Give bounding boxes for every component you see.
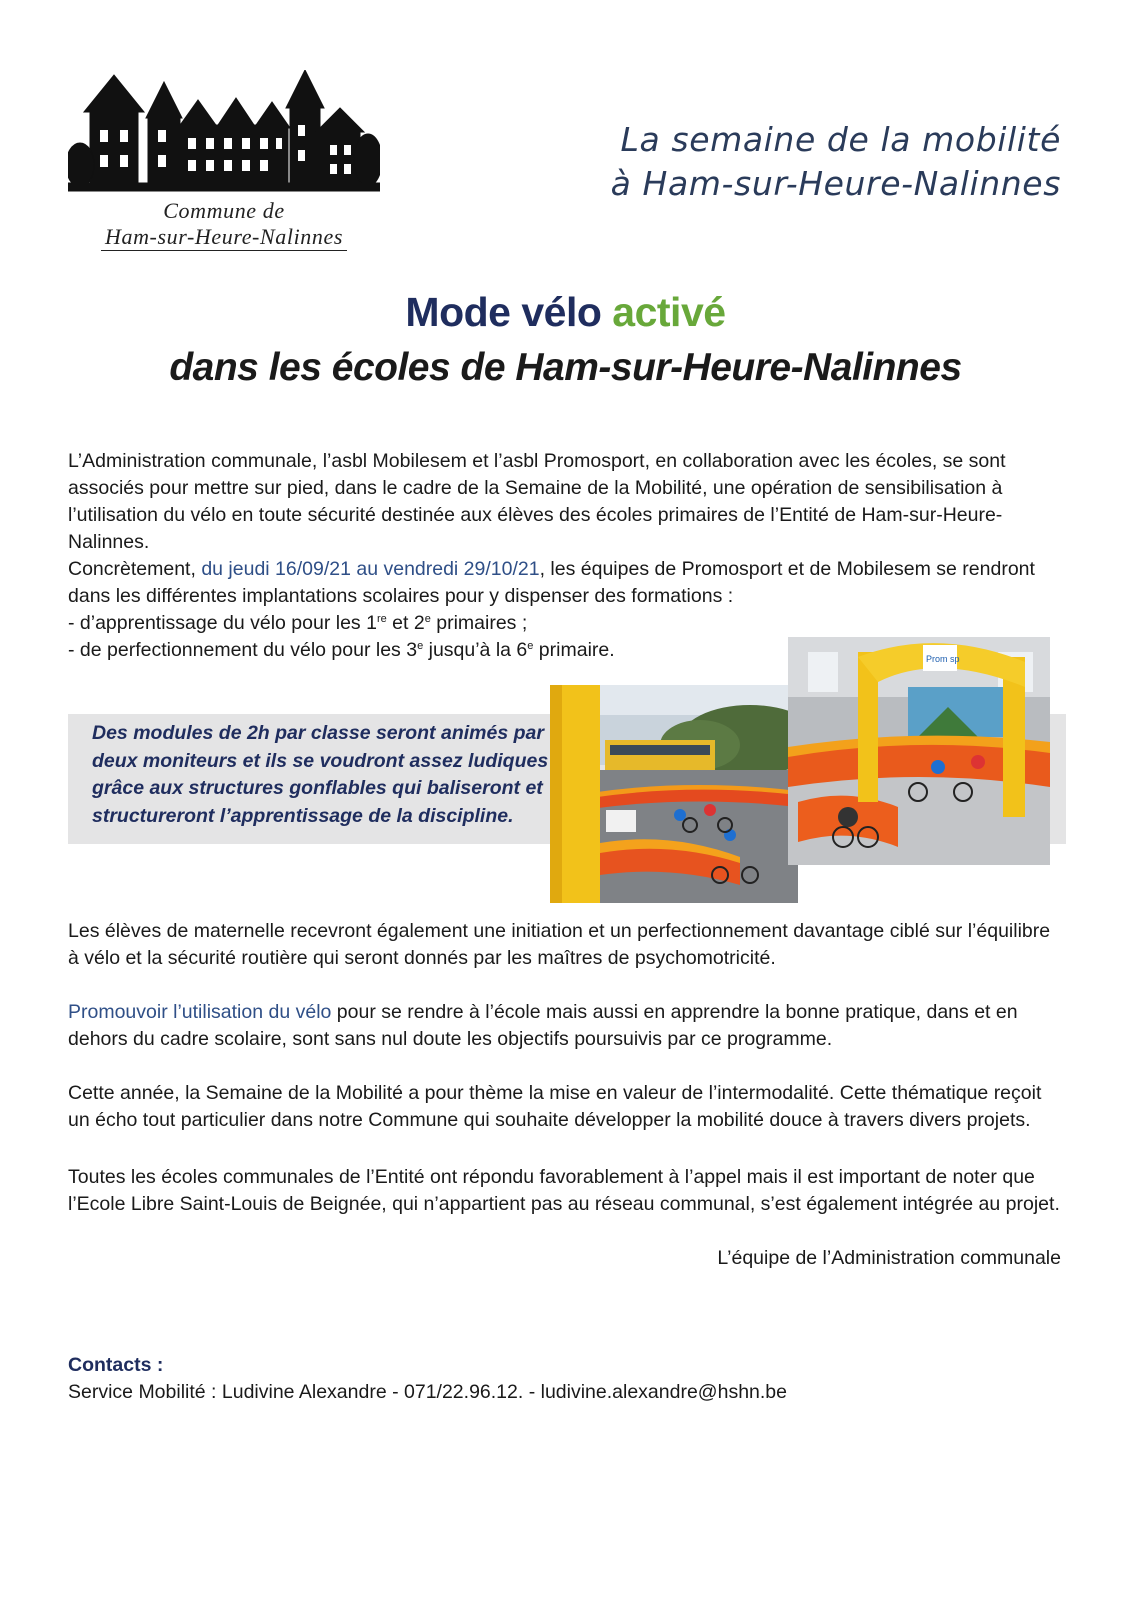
schools-paragraph: Toutes les écoles communales de l’Entité ont répondu favorablement à l’appel mais il est important de noter que l’Ecole Libre Saint-Louis de Beignée, qui n’appartient pas au réseau communal, s’est également intégrée au projet.	[68, 1166, 1060, 1215]
castle-icon	[68, 70, 380, 195]
title-part2-green: activé	[612, 289, 726, 335]
promo-highlight: Promouvoir l’utilisation du vélo	[68, 1001, 332, 1023]
logo-caption-line2: Ham-sur-Heure-Nalinnes	[101, 224, 347, 251]
title-part1: Mode vélo	[405, 289, 613, 335]
concrete-dates: du jeudi 16/09/21 au vendredi 29/10/21	[201, 558, 540, 580]
photo-banner-text: Prom sp	[926, 654, 960, 664]
bullet-2: - de perfectionnement du vélo pour les 3e jusqu’à la 6e primaire.	[68, 639, 615, 661]
photo-outdoor-bike-course	[550, 685, 798, 903]
concrete-lead: Concrètement,	[68, 558, 202, 580]
contacts-line: Service Mobilité : Ludivine Alexandre - 071/22.96.12. - ludivine.alexandre@hshn.be	[68, 1381, 787, 1403]
promo-paragraph	[68, 999, 1064, 1053]
maternelle-paragraph: Les élèves de maternelle recevront également une initiation et un perfectionnement davantage ciblé sur l’équilibre à vélo et la sécurité routière qui seront donnés par les maîtres de psychomotricité.	[68, 920, 1051, 969]
concrete-rest: , les équipes de Promosport et de Mobilesem se rendront dans les différentes implantations scolaires pour y dispenser des formations :	[68, 558, 1035, 607]
headline-line2: à Ham-sur-Heure-Nalinnes	[610, 164, 1061, 203]
headline	[611, 118, 1061, 206]
signature: L’équipe de l’Administration communale	[717, 1247, 1061, 1269]
theme-paragraph: Cette année, la Semaine de la Mobilité a pour thème la mise en valeur de l’intermodalité. Cette thématique reçoit un écho tout particulier dans notre Commune qui souhaite développer la mobilité douce à travers divers projets.	[68, 1082, 1042, 1131]
intro-paragraph: L’Administration communale, l’asbl Mobilesem et l’asbl Promosport, en collaboration avec les écoles, se sont associés pour mettre sur pied, dans le cadre de la Semaine de la Mobilité, une opération de sensibilisation à l’utilisation du vélo en toute sécurité destinée aux élèves des écoles primaires de l’Entité de Ham-sur-Heure-Nalinnes.	[68, 450, 1006, 553]
photo-indoor-bike-course	[788, 637, 1050, 865]
commune-logo	[68, 70, 380, 250]
bullet-1: - d’apprentissage du vélo pour les 1re et 2e primaires ;	[68, 612, 528, 634]
logo-caption-line1: Commune de	[163, 198, 285, 223]
promo-rest: pour se rendre à l’école mais aussi en apprendre la bonne pratique, dans et en dehors du cadre scolaire, sont sans nul doute les objectifs poursuivis par ce programme.	[68, 1001, 1018, 1050]
page-subtitle: dans les écoles de Ham-sur-Heure-Nalinnes	[169, 346, 962, 389]
headline-line1: La semaine de la mobilité	[620, 120, 1061, 159]
page-title	[0, 287, 1131, 337]
contacts-title: Contacts :	[68, 1354, 164, 1376]
callout-text: Des modules de 2h par classe seront animés par deux moniteurs et ils se voudront assez ludiques grâce aux structures gonflables qui baliseront et structureront l’apprentissage de la discipline.	[92, 722, 549, 827]
